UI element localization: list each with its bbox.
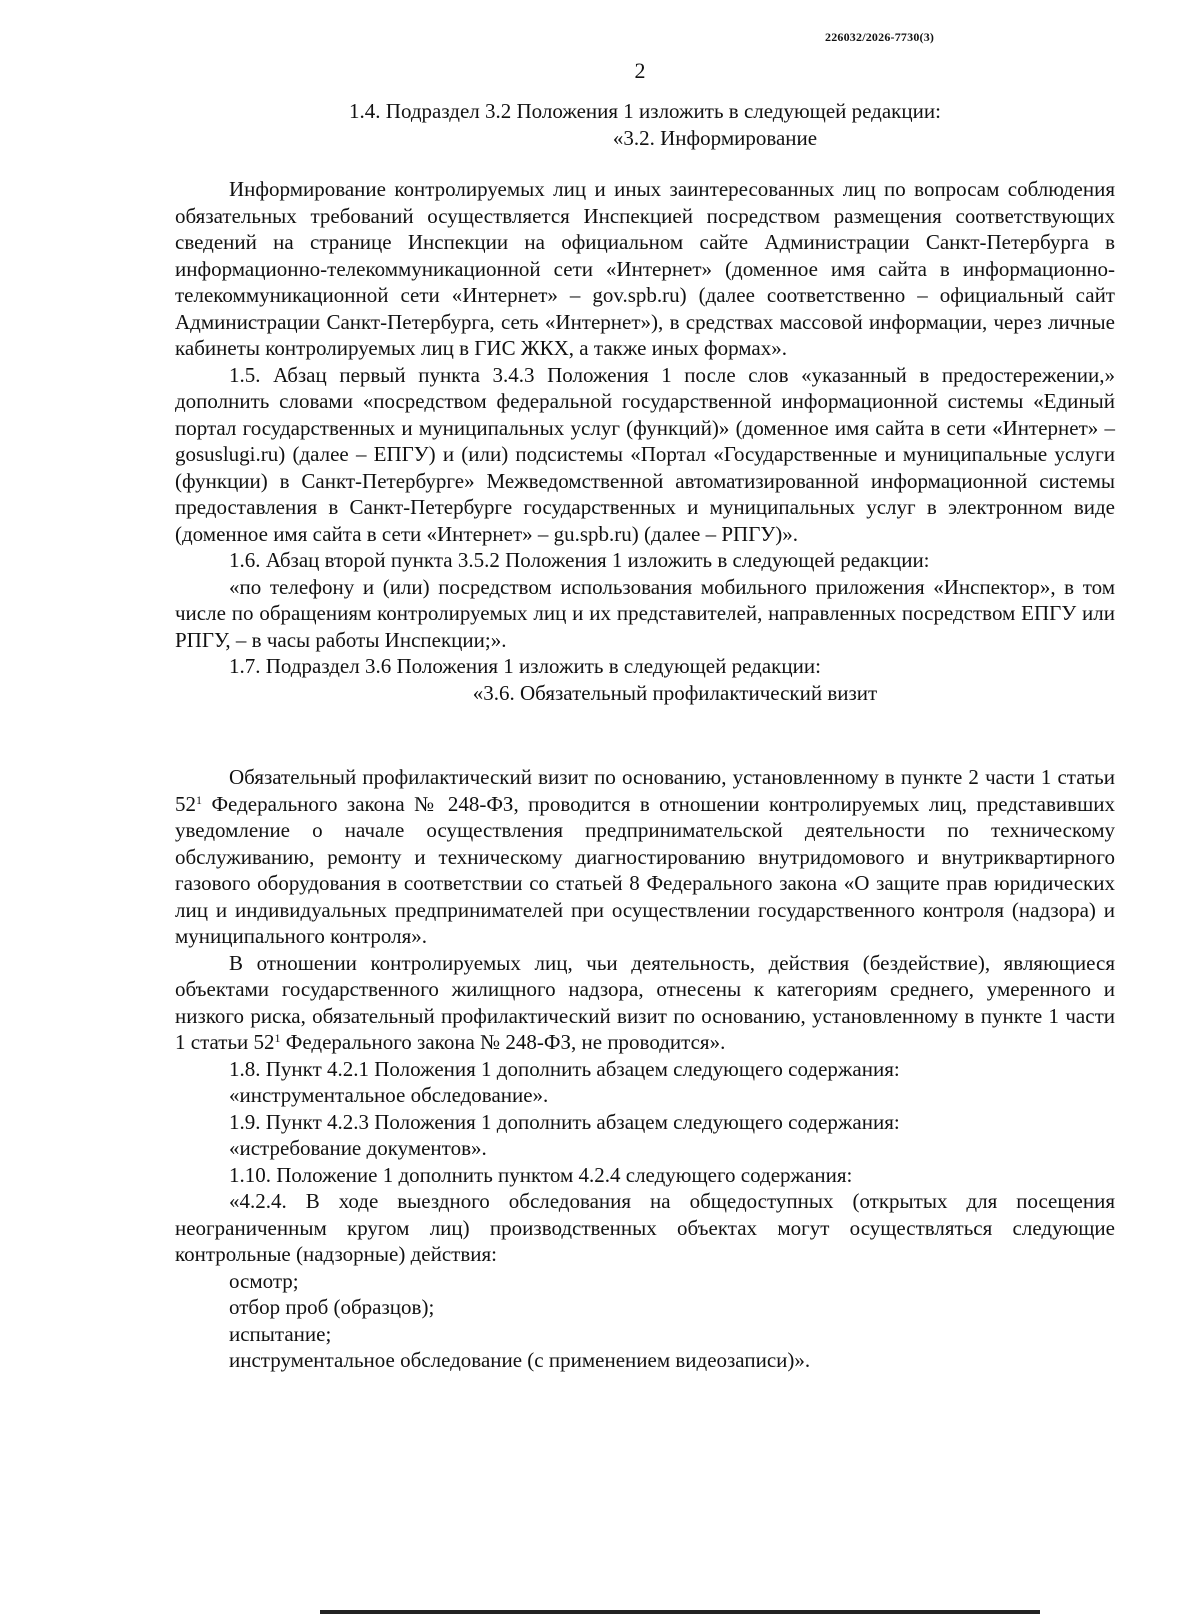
paragraph-mandatory-visit <box>175 764 1115 950</box>
section-3-6-body <box>175 764 1115 1374</box>
heading-3-2: «3.2. Информирование <box>612 125 818 150</box>
quote-1-8: «инструментальное обследование». <box>229 1083 549 1107</box>
paragraph-risk-categories <box>175 950 1115 1056</box>
superscript-1: 1 <box>196 792 202 807</box>
item-1-10: 1.10. Положение 1 дополнить пунктом 4.2.4 следующего содержания: <box>229 1162 853 1187</box>
superscript-2: 1 <box>274 1031 281 1045</box>
main-body <box>175 176 1115 706</box>
list-item: осмотр; <box>229 1268 299 1293</box>
page-bottom-rule <box>320 1610 1040 1614</box>
page-number: 2 <box>634 58 646 83</box>
list-item: испытание; <box>229 1321 332 1346</box>
heading-3-6: «3.6. Обязательный профилактический визит <box>472 680 878 705</box>
paragraph-mandatory-visit-text-1: Обязательный профилактический визит по основанию, установленному в пункте 2 части 1 статьи 52 <box>175 765 1115 816</box>
paragraph-risk-categories-text-2: Федерального закона № 248-ФЗ, не проводится». <box>280 1030 726 1054</box>
paragraph-risk-categories-text-1: В отношении контролируемых лиц, чьи деятельность, действия (бездействие), являющиеся объектами государственного жилищного надзора, отнесены к категориям среднего, умеренного и низкого риска, обязательный профилактический визит по основанию, установленному в пункте 1 части 1 статьи 52 <box>175 950 1115 1054</box>
section-1-4 <box>175 98 1115 151</box>
list-item: отбор проб (образцов); <box>229 1295 435 1319</box>
item-1-7: 1.7. Подраздел 3.6 Положения 1 изложить в следующей редакции: <box>229 654 821 678</box>
item-1-8: 1.8. Пункт 4.2.1 Положения 1 дополнить абзацем следующего содержания: <box>229 1056 900 1081</box>
quote-1-6: «по телефону и (или) посредством использования мобильного приложения «Инспектор», в том числе по обращениям контролируемых лиц и их представителей, направленных посредством ЕПГУ или РПГУ, – в часы работы Инспекции;». <box>175 574 1115 652</box>
paragraph-informing: Информирование контролируемых лиц и иных заинтересованных лиц по вопросам соблюдения обязательных требований осуществляется Инспекцией посредством размещения соответствующих сведений на странице Инспекции на официальном сайте Администрации Санкт-Петербурга в информационно-телекоммуникационной сети «Интернет» (доменное имя сайта в информационно-телекоммуникационной сети «Интернет» – gov.spb.ru) (далее соответственно – официальный сайт Администрации Санкт-Петербурга, сеть «Интернет»), в средствах массовой информации, через личные кабинеты контролируемых лиц в ГИС ЖКХ, а также иных формах». <box>175 177 1115 360</box>
item-1-4: 1.4. Подраздел 3.2 Положения 1 изложить в следующей редакции: <box>349 99 941 123</box>
list-item: инструментальное обследование (с применением видеозаписи)». <box>229 1348 811 1372</box>
item-1-9: 1.9. Пункт 4.2.3 Положения 1 дополнить абзацем следующего содержания: <box>229 1109 900 1134</box>
paragraph-mandatory-visit-text-2: Федерального закона № 248-ФЗ, проводится в отношении контролируемых лиц, представивших уведомление о начале осуществления предпринимательской деятельности по техническому обслуживанию, ремонту и техническому диагностированию внутридомового и внутриквартирного газового оборудования в соответствии со статьей 8 Федерального закона «О защите прав юридических лиц и индивидуальных предпринимателей при осуществлении государственного контроля (надзора) и муниципального контроля». <box>175 791 1115 948</box>
item-1-6: 1.6. Абзац второй пункта 3.5.2 Положения 1 изложить в следующей редакции: <box>229 548 930 572</box>
document-registration-number: 226032/2026-7730(3) <box>825 30 935 44</box>
paragraph-4-2-4: «4.2.4. В ходе выездного обследования на общедоступных (открытых для посещения неограниченным кругом лиц) производственных объектах могут осуществляться следующие контрольные (надзорные) действия: <box>175 1189 1115 1266</box>
item-1-5: 1.5. Абзац первый пункта 3.4.3 Положения 1 после слов «указанный в предостережении,» дополнить словами «посредством федеральной государственной информационной системы «Единый портал государственных и муниципальных услуг (функций)» (доменное имя сайта в сети «Интернет» – gosuslugi.ru) (далее – ЕПГУ) и (или) подсистемы «Портал «Государственные и муниципальные услуги (функции) в Санкт-Петербурге» Межведомственной автоматизированной информационной системы предоставления в Санкт-Петербурге государственных и муниципальных услуг в электронном виде (доменное имя сайта в сети «Интернет» – gu.spb.ru) (далее – РПГУ)». <box>175 362 1115 546</box>
quote-1-9: «истребование документов». <box>229 1136 487 1160</box>
